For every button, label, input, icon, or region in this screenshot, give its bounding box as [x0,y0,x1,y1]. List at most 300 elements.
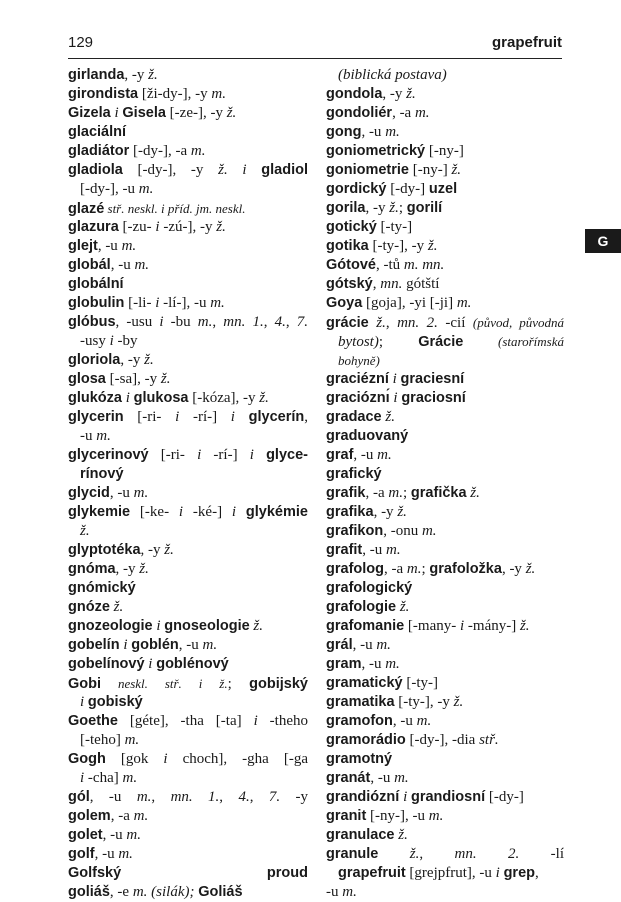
headword: gramatický [326,675,403,691]
entry-text: , [249,789,269,805]
entry-line [68,636,308,655]
entry-text: ž. [148,67,158,83]
headword: gram [326,656,362,672]
entry-text: m. [416,713,432,729]
entry-text: choch], -gha [-ga [167,751,308,767]
entry-line [326,218,564,237]
headword: Golfský proud [68,865,308,881]
headword: glazura [68,219,119,235]
entry-text: mn. 2. [454,846,520,862]
entry-line [68,66,308,85]
entry-text: i [109,333,114,349]
entry-text: ; [378,334,419,350]
headword: grafik [326,485,366,501]
entry-line [326,256,564,275]
entry-line [68,731,308,750]
headword: globulin [68,295,125,311]
entry-text: [-dy-], -y [122,162,219,178]
entry-line [68,465,308,484]
entry-text: m. [118,846,133,862]
entry-text: m. [456,295,472,311]
entry-text: i [121,390,134,406]
entry-line [326,769,564,788]
entry-line [326,845,564,864]
entry-text: , [212,314,224,330]
headword: Gizela [68,105,111,121]
headword: granát [326,770,371,786]
entry-text: [-zu- [118,219,156,235]
entry-text: [ži-dy-], -y [138,86,212,102]
entry-text: -lí [519,846,564,862]
headword: girondista [68,86,139,102]
entry-text: ž. [144,352,154,368]
entry-text: m. [138,181,154,197]
entry-text: , -a [384,561,407,577]
headword: grafologický [326,580,413,596]
entry-text: -by [113,333,138,349]
entry-text: , -y [115,561,140,577]
entry-text: i [155,295,160,311]
entry-line [68,370,308,389]
entry-text: i [495,865,500,881]
headword: goblénový [156,656,229,672]
entry-text: ž. [164,542,174,558]
entry-text: i [388,371,401,387]
entry-text: m. [121,238,137,254]
entry-line [326,484,564,503]
entry-text: ž. [368,315,386,331]
headword: gong [326,124,362,140]
entry-line [68,313,308,332]
entry-text: m. [133,808,149,824]
headword: gladiol [261,162,308,178]
entry-text: m. [126,827,141,843]
entry-text: i [227,162,262,178]
entry-text: -mány-] [464,618,520,634]
entry-text: m. [342,884,357,900]
entry-text: m. mn. [403,257,445,273]
entry-text: m. [202,637,218,653]
entry-text: i [152,618,165,634]
entry-text: , -y [124,67,149,83]
entry-text: , -u [94,846,119,862]
entry-line [68,275,308,294]
entry-text: i [144,656,157,672]
entry-text: -bu [163,314,198,330]
entry-line [68,883,308,902]
entry-text: , [534,865,539,881]
headword: gnoseologie [164,618,250,634]
entry-text: [-dy-], -a [129,143,191,159]
headword: glukosa [133,390,189,406]
headword: Gótové [326,257,376,273]
entry-text: ž. [160,371,171,387]
entry-text: , [151,789,171,805]
entry-text: , [263,314,275,330]
entry-text: mn. 2. [397,315,438,331]
headword: glycerin [68,409,124,425]
entry-line [68,161,308,180]
entry-text: , [419,846,455,862]
headword: globální [68,276,124,292]
headword: graciosní [401,390,466,406]
entry-line [68,617,308,636]
headword: glyptotéka [68,542,141,558]
entry-line [68,123,308,142]
entry-text: neskl. stř. i ž. [101,676,228,691]
headword: glóbus [68,314,116,330]
entry-line [326,731,564,750]
entry-text: m. [406,561,422,577]
entry-text: , -u [178,637,203,653]
entry-line [326,237,564,256]
entry-text: i [175,409,180,425]
entry-text: ž. [139,561,149,577]
entry-text: m. [394,770,409,786]
headword: gorila [326,200,366,216]
entry-line [326,617,564,636]
entry-line [326,560,564,579]
entry-line [68,598,308,617]
entry-line [326,180,564,199]
headword: gladiola [68,162,123,178]
entry-text: i [110,105,123,121]
entry-text: ; [227,676,250,692]
headword: gracióznı́ [326,390,390,406]
entry-line [326,161,564,180]
entry-text: ; [403,485,411,501]
headword: Gogh [68,751,106,767]
headword: grácie [326,315,369,331]
entry-text: , -u [102,827,127,843]
entry-text: m. [385,124,400,140]
entry-line [326,408,564,427]
headword: gobijský [249,676,308,692]
entry-line [326,807,564,826]
headword: grafoložka [429,561,502,577]
entry-text: i [178,504,184,520]
headword: golem [68,808,111,824]
entry-text: (starořímská [463,334,564,349]
entry-line [68,560,308,579]
headword: Gobi [68,676,102,692]
entry-line [68,85,308,104]
headword: glukóza [68,390,122,406]
entry-line [326,123,564,142]
entry-line [326,370,564,389]
entry-text: i [197,447,202,463]
entry-line [326,598,564,617]
entry-text: m. [386,542,401,558]
entry-line [68,237,308,256]
headword: gramotný [326,751,393,767]
entry-line [68,674,308,693]
entry-text: , -u [370,770,395,786]
entry-text: [-ty-] [402,675,438,691]
entry-text: 7. [296,314,309,330]
headword: rínový [80,466,124,482]
entry-text: ž. [80,523,90,539]
headword: gnozeologie [68,618,153,634]
entry-text: [géte], -tha [-ta] [117,713,254,729]
entry-text: , -u [362,542,386,558]
entry-text: i [80,694,85,710]
entry-line [326,427,564,446]
entry-text: -theho [257,713,308,729]
entry-line [68,750,308,769]
entry-text: [-kóza], -y [188,390,260,406]
entry-line [68,427,308,446]
entry-line [68,408,308,427]
entry-text: ž. [525,561,536,577]
entry-text: bohyně) [338,353,380,368]
entry-text: , -u [110,257,135,273]
entry-text: m. [385,656,400,672]
entry-text: m. [197,314,213,330]
entry-line [68,142,308,161]
headword: gordický [326,181,387,197]
entry-text: ž. [519,618,530,634]
entry-text: -cha] [84,770,123,786]
entry-text: ž. [399,599,410,615]
headword: gondoliér [326,105,393,121]
headword: graduovaný [326,428,409,444]
entry-line [326,712,564,731]
entry-line [68,693,308,712]
entry-text: ž. [389,200,399,216]
entry-text [236,504,246,520]
entry-text: mn. 1. [170,789,220,805]
entry-line [326,655,564,674]
entry-text: , [385,315,398,331]
entry-text: , -a [110,808,134,824]
headword: Goya [326,295,363,311]
entry-text: m. [122,770,138,786]
headword: grandiosní [410,789,486,805]
entry-text: m. [96,428,111,444]
entry-text: , -y [501,561,526,577]
entry-line [326,332,564,351]
headword: gotika [326,238,369,254]
entry-text: -rí-] [201,447,250,463]
headword: grafologie [326,599,397,615]
entry-line [326,66,564,85]
headword: glejt [68,238,98,254]
entry-text: i [231,504,237,520]
entry-line [68,807,308,826]
entry-line [68,446,308,465]
entry-line [326,351,564,370]
entry-text: m. [133,485,149,501]
entry-line [326,313,564,332]
entry-line [326,674,564,693]
entry-text [254,447,266,463]
entry-text: m. [376,637,391,653]
entry-text: [-ny-] [425,143,464,159]
entry-text: ; [421,561,430,577]
entry-text: bytost) [338,334,379,350]
headword: granit [326,808,367,824]
entry-text: [-dy-], -dia [405,732,480,748]
entry-text: ž. [385,409,395,425]
entry-line [326,693,564,712]
entry-line [326,883,564,902]
entry-text: ž. [406,86,416,102]
entry-text: i [80,770,85,786]
entry-text: [-ty-], -y [394,694,454,710]
entry-text: ž. [398,827,408,843]
entry-text: i [159,314,164,330]
entry-text: mn. 1. [223,314,264,330]
entry-text: -rí-] [179,409,231,425]
entry-text: [-sa], -y [105,371,161,387]
headword: gotický [326,219,377,235]
headword: grál [326,637,353,653]
entry-line [326,541,564,560]
headword: glosa [68,371,106,387]
entry-text: m. [210,295,225,311]
headword: grafit [326,542,363,558]
entry-text: ž. [378,846,420,862]
headword: granulace [326,827,395,843]
headword: glykemie [68,504,131,520]
headword: goniometrie [326,162,409,178]
headword: girlanda [68,67,125,83]
entry-text: , -tů [375,257,404,273]
headword: grafička [410,485,467,501]
entry-text: -u [80,428,97,444]
entry-text: [-ny-], -u [366,808,429,824]
headword: gondola [326,86,383,102]
entry-line [68,845,308,864]
entry-text: 4. [238,789,250,805]
entry-text: [-dy-] [386,181,429,197]
headword: glycerinový [68,447,149,463]
entry-line [326,864,564,883]
headword: gladiátor [68,143,130,159]
entry-text: i [249,447,254,463]
entry-text: , -u [392,713,417,729]
headword: Gisela [122,105,166,121]
entry-text: i [119,637,132,653]
headword: uzel [428,181,458,197]
entry-line [326,142,564,161]
entry-text: -y [280,789,309,805]
entry-line [68,332,308,351]
entry-text: m. [134,257,150,273]
entry-text: 7. [268,789,281,805]
entry-text: [-ri- [148,447,198,463]
entry-line [326,503,564,522]
entry-text: , -u [352,637,377,653]
headword: gótský [326,276,373,292]
headword: graciesní [400,371,465,387]
entry-text: (biblická postava) [338,67,447,83]
entry-line [326,522,564,541]
headword: gobelín [68,637,120,653]
headword: Goliáš [198,884,243,900]
entry-line [68,522,308,541]
entry-text: m. [414,105,430,121]
entry-text: -usy [80,333,110,349]
entry-text: [grejpfrut], -u [405,865,496,881]
entry-line [326,788,564,807]
entry-line [326,446,564,465]
entry-text: ž. [451,162,462,178]
entry-text: [goja], -yi [-ji] [362,295,457,311]
headword: gorilí [406,200,443,216]
entry-text: -u [326,884,343,900]
entry-text: m. [428,808,444,824]
entry-text: m. [136,789,152,805]
headword: goliáš [68,884,110,900]
entry-text: -lí-], -u [159,295,211,311]
headword: grafomanie [326,618,405,634]
entry-text: , [304,409,308,425]
entry-text: , -u [97,238,122,254]
entry-line [68,294,308,313]
entry-text: [gok [105,751,164,767]
entry-text: i [253,713,258,729]
headword: golet [68,827,103,843]
entry-text: m. [421,523,437,539]
entry-text: [-ke- [130,504,179,520]
entry-line [68,104,308,123]
headword: graciézní [326,371,389,387]
entry-text: 4. [274,314,286,330]
entry-text: -ké-] [183,504,232,520]
entry-text: [-ze-], -y [165,105,227,121]
headword: grapefruit [338,865,406,881]
entry-text: , -e [109,884,133,900]
entry-text: [-many- [404,618,460,634]
entry-text: ž. [253,618,264,634]
entry-text: , -a [392,105,415,121]
headword: glyce- [266,447,308,463]
entry-text: , [372,276,381,292]
entry-text: [-dy-], -u [80,181,139,197]
entry-text: i [230,409,235,425]
headword: goblén [131,637,179,653]
entry-text: ž. [427,238,438,254]
entry-text: i [459,618,465,634]
entry-text: mn. [380,276,403,292]
entry-line [68,503,308,522]
entry-text: , -y [365,200,390,216]
headword: glycid [68,485,110,501]
entry-text: , -y [140,542,165,558]
entry-line [68,788,308,807]
entry-text: , [219,789,239,805]
entry-line [326,294,564,313]
entry-text: , -u [109,485,134,501]
entry-line [68,769,308,788]
page-header [68,34,562,54]
headword: glykémie [245,504,308,520]
entry-text: [-ri- [123,409,176,425]
entry-line [68,180,308,199]
entry-line [68,579,308,598]
headword: gloriola [68,352,121,368]
entry-line [68,541,308,560]
entry-text: , -u [361,656,386,672]
headword: gnómický [68,580,136,596]
headword: grafolog [326,561,384,577]
entry-text: m. (silák); [132,884,195,900]
running-head: grapefruit [491,34,562,51]
entry-text: -cií [437,315,473,331]
entry-text [235,409,249,425]
